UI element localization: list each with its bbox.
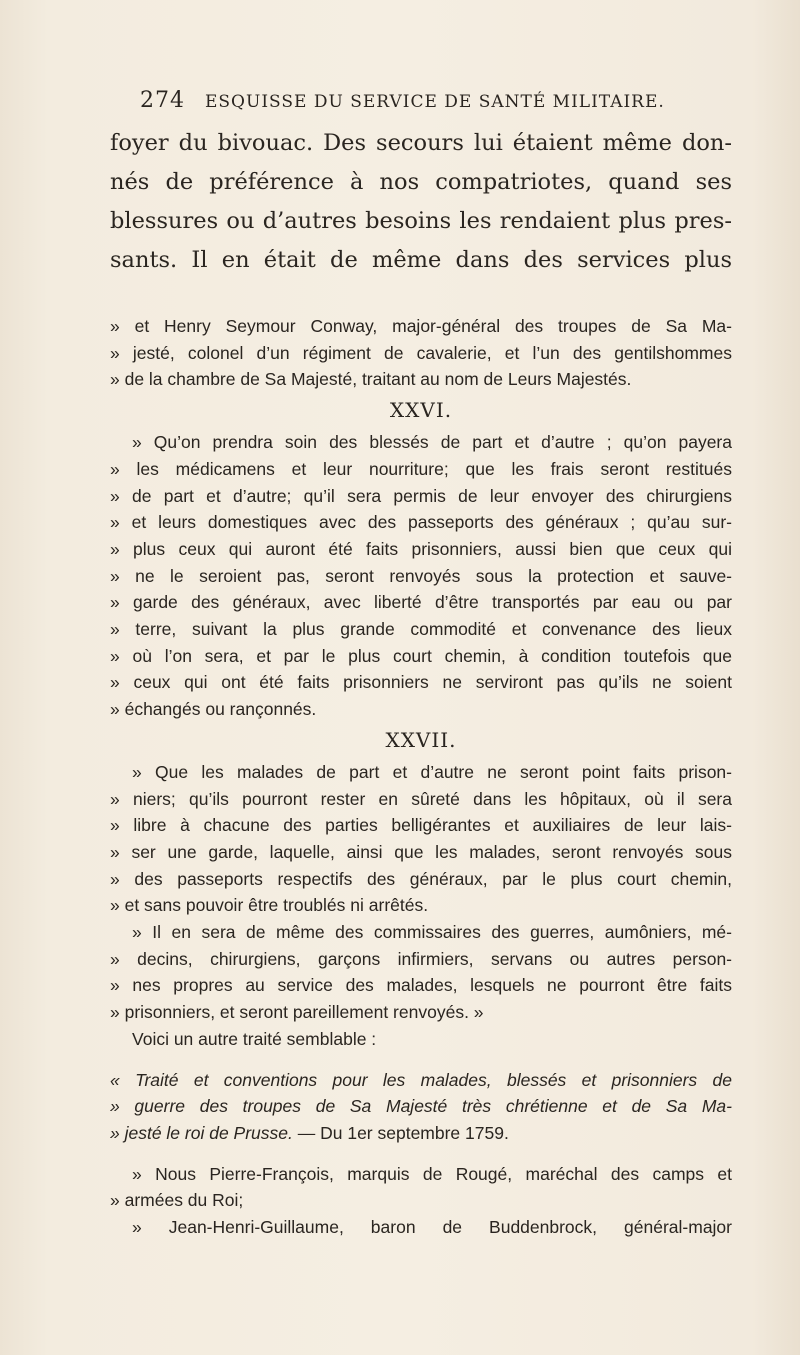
text-line: » les médicamens et leur nourriture; que les frais seront restitués (110, 458, 732, 479)
intro-paragraph (110, 124, 732, 280)
text-line: blessures ou d’autres besoins les rendaient plus pres- (110, 208, 732, 234)
text-line: » garde des généraux, avec liberté d’être transportés par eau ou par (110, 592, 732, 613)
transition-line: Voici un autre traité semblable : (132, 1028, 377, 1049)
text-line: » de part et d’autre; qu’il sera permis de leur envoyer des chirurgiens (110, 485, 732, 506)
treaty-title-italic: » jesté le roi de Prusse. (110, 1122, 293, 1143)
text-line: » armées du Roi; (110, 1190, 244, 1211)
text-line: sants. Il en était de même dans des services plus (110, 247, 732, 273)
article-26-text (110, 429, 732, 723)
text-line: foyer du bivouac. Des secours lui étaient même don- (110, 130, 732, 156)
article-27-text (110, 759, 732, 1053)
text-column (110, 86, 732, 1241)
text-line: » niers; qu’ils pourront rester en sûreté dans les hôpitaux, où il sera (110, 788, 732, 809)
text-line: nés de préférence à nos compatriotes, quand ses (110, 169, 732, 195)
text-line: » prisonniers, et seront pareillement renvoyés. » (110, 1002, 484, 1023)
text-line: » et Henry Seymour Conway, major-général des troupes de Sa Ma- (110, 316, 732, 336)
text-line: » échangés ou rançonnés. (110, 699, 317, 720)
text-line: » Jean-Henri-Guillaume, baron de Buddenbrock, général-major (132, 1217, 732, 1238)
text-line: « Traité et conventions pour les malades, blessés et prisonniers de (110, 1069, 732, 1090)
page-number: 274 (140, 88, 185, 113)
text-line: » et sans pouvoir être troublés ni arrêtés. (110, 895, 429, 916)
text-line: » ser une garde, laquelle, ainsi que les malades, seront renvoyés sous (110, 841, 732, 862)
article-heading-27: XXVII. (385, 727, 457, 752)
text-line: » Il en sera de même des commissaires des guerres, aumôniers, mé- (132, 922, 732, 943)
text-line: » Nous Pierre-François, marquis de Rougé, maréchal des camps et (132, 1163, 732, 1184)
text-line: » de la chambre de Sa Majesté, traitant au nom de Leurs Majestés. (110, 369, 632, 390)
text-line: » jesté, colonel d’un régiment de cavalerie, et l’un des gentilshommes (110, 342, 732, 363)
text-line: » des passeports respectifs des généraux, par le plus court chemin, (110, 868, 732, 889)
text-line: » decins, chirurgiens, garçons infirmiers, servans ou autres person- (110, 948, 732, 969)
text-line: » libre à chacune des parties belligérantes et auxiliaires de leur lais- (110, 815, 732, 836)
text-line: » nes propres au service des malades, lesquels ne pourront être faits (110, 975, 732, 996)
text-line: » où l’on sera, et par le plus court chemin, à condition toutefois que (110, 645, 732, 666)
article-heading-26: XXVI. (389, 398, 453, 423)
quote-paragraph (110, 313, 732, 393)
signatories (110, 1161, 732, 1241)
text-line (110, 1120, 732, 1147)
text-line: » Qu’on prendra soin des blessés de part et d’autre ; qu’on payera (132, 432, 732, 453)
text-line: » guerre des troupes de Sa Majesté très chrétienne et de Sa Ma- (110, 1096, 732, 1117)
text-line: » Que les malades de part et d’autre ne seront point faits prison- (132, 761, 732, 782)
running-title: ESQUISSE DU SERVICE DE SANTÉ MILITAIRE. (205, 92, 665, 112)
text-line: » plus ceux qui auront été faits prisonniers, aussi bien que ceux qui (110, 538, 732, 559)
treaty-date: — Du 1er septembre 1759. (292, 1122, 509, 1143)
text-line: » et leurs domestiques avec des passeports des généraux ; qu’au sur- (110, 512, 732, 533)
text-line: » terre, suivant la plus grande commodité et convenance des lieux (110, 619, 732, 640)
text-line: » ceux qui ont été faits prisonniers ne serviront pas qu’ils ne soient (110, 672, 732, 693)
treaty-title (110, 1067, 732, 1147)
text-line: » ne le seroient pas, seront renvoyés sous la protection et sauve- (110, 565, 732, 586)
running-head (140, 86, 732, 116)
